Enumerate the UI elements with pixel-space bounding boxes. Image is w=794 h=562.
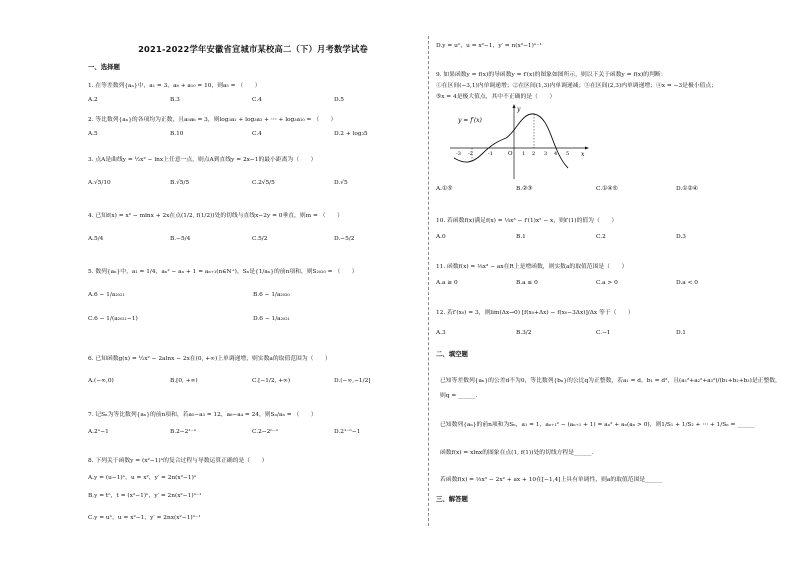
tick-neg3: -3 [456, 151, 461, 157]
question-6-options [88, 378, 416, 384]
x-axis-label: x [581, 151, 585, 158]
tick-3: 3 [544, 151, 548, 157]
option-c[interactable]: C.y = uⁿ，u = x²−1，y′ = 2nx(x²−1)ⁿ⁻¹ [88, 515, 201, 521]
option-b[interactable]: B.−5/4 [170, 236, 191, 242]
option-a[interactable]: A.3 [436, 330, 446, 336]
question-3: 3. 点A是曲线y = ½x² − lnx上任意一点，则点A到直线y = 2x−1的最小距离为（ ） [88, 157, 317, 163]
option-c[interactable]: C.①④⑤ [596, 186, 618, 192]
exam-title: 2021-2022学年安徽省宣城市某校高二（下）月考数学试卷 [138, 44, 368, 54]
option-b[interactable]: B.②③ [516, 186, 533, 192]
question-1: 1. 在等差数列{aₙ}中，a₁ = 3，a₈ + a₁₀ = 10，则a₅ = （ ） [88, 83, 261, 89]
question-4-options [88, 236, 416, 242]
option-a[interactable]: A.(−∞,0) [88, 378, 114, 384]
option-d[interactable]: D.√5 [334, 180, 348, 186]
question-11-options [436, 280, 756, 286]
option-c[interactable]: C.5/2 [252, 236, 268, 242]
derivative-graph [450, 104, 590, 180]
option-a[interactable]: A.a ≥ 0 [436, 280, 458, 286]
option-d[interactable]: D.2 + log₃5 [334, 131, 368, 137]
tick-neg1: -1 [488, 151, 493, 157]
option-b[interactable]: B.a ≤ 0 [516, 280, 538, 286]
option-c[interactable]: C.2 [596, 234, 606, 240]
question-10-options [436, 234, 756, 240]
option-d[interactable]: D.a < 0 [676, 280, 698, 286]
option-a[interactable]: A.2 [88, 97, 98, 103]
tick-5: 5 [566, 151, 570, 157]
option-c[interactable]: C.2−2ⁿ⁻¹ [252, 429, 279, 435]
question-5-options-row1 [88, 292, 418, 298]
option-a[interactable]: A.①⑤ [436, 186, 453, 192]
question-3-options [88, 180, 416, 186]
option-a[interactable]: A.0 [436, 234, 446, 240]
x-axis-arrow [585, 147, 589, 150]
tick-4: 4 [554, 151, 558, 157]
option-c[interactable]: C.2√5/5 [252, 180, 275, 186]
option-a[interactable]: A.5 [88, 131, 98, 137]
section-fill: 二、填空题 [436, 350, 468, 358]
option-d[interactable]: D.1 [676, 330, 686, 336]
question-9-stem-1: 9. 如果函数y = f(x)的导函数y = f′(x)的图象如图所示，则以下关于函数y = f(x)的判断： [436, 72, 667, 78]
option-a[interactable]: A.2ⁿ−1 [88, 429, 109, 435]
option-d[interactable]: D.y = uⁿ，u = x²−1，y′ = n(x²−1)ⁿ⁻¹ [436, 43, 542, 49]
question-1-options [88, 97, 416, 103]
tick-1: 1 [522, 151, 526, 157]
option-b[interactable]: B.y = tⁿ，t = (x²−1)ⁿ，y′ = 2n(x²−1)ⁿ⁻¹ [88, 493, 202, 499]
question-2: 2. 等比数列{aₙ}的各项均为正数，且a₅a₆ = 3，则log₃a₁ + log₃a₂ + ⋯ + log₃a₁₀ = （ ） [88, 117, 337, 123]
question-14: 已知数列{aₙ}的前n项和为Sₙ，a₁ = 1，aₙ₊₁² − (aₙ₊₁ + 1) = aₙ² + aₙ(aₙ > 0)，则1/S₁ + 1/S₂ + ⋯ + 1/Sₙ = ______ [440, 422, 755, 428]
option-b[interactable]: B.6 − 1/a₂₀₂₀ [253, 292, 290, 298]
option-b[interactable]: B.2−2¹⁻ⁿ [170, 429, 197, 435]
y-axis-arrow [513, 104, 516, 108]
option-a[interactable]: A.5/4 [88, 236, 104, 242]
question-10: 10. 若函数f(x)满足f(x) = ⅓x³ − f′(1)x² − x，则f′(1)的值为（ ） [436, 218, 618, 224]
question-16: 若函数f(x) = ⅓x³ − 2x² + ax + 10在[−1,4]上具有单调性，则a的取值范围是______ [440, 477, 663, 483]
question-12-options [436, 330, 756, 336]
option-a[interactable]: A.√5/10 [88, 180, 111, 186]
question-7-options [88, 429, 416, 435]
question-2-options [88, 131, 416, 137]
option-b[interactable]: B.[0, +∞) [170, 378, 198, 384]
y-axis-label: y [517, 106, 521, 113]
option-c[interactable]: C.6 − 1/(a₂₀₂₁−1) [88, 316, 138, 322]
option-d[interactable]: D.6 − 1/a₂₀₂₁ [253, 316, 290, 322]
option-b[interactable]: B.10 [170, 131, 184, 137]
question-4: 4. 已知f(x) = x² − mlnx + 2x在点(1/2, f(1/2))处的切线与直线x−2y = 0垂直，则m = （ ） [88, 213, 343, 219]
question-8: 8. 下列关于函数y = (x²−1)ⁿ的复合过程与导数运算正确的是（ ） [88, 458, 268, 464]
option-d[interactable]: D.−5/2 [334, 236, 355, 242]
question-9-stem-2: ①在区间(−3,1)内单调递增；②在区间(1,3)内单调递减；③在区间(2,3)内单调递增；④x = −3是极小值点； [436, 83, 717, 89]
column-divider [428, 36, 429, 526]
option-c[interactable]: C.−1 [596, 330, 611, 336]
option-b[interactable]: B.3/2 [516, 330, 532, 336]
option-b[interactable]: B.1 [516, 234, 526, 240]
question-13-line-2: 则q = ______． [440, 393, 482, 399]
tick-2: 2 [532, 151, 536, 157]
question-11: 11. 函数f(x) = ⅓x³ − ax在R上是增函数，则实数a的取值范围是（ ） [436, 264, 628, 270]
origin-label: O [508, 151, 513, 157]
option-b[interactable]: B.√5/5 [170, 180, 190, 186]
option-c[interactable]: C.a > 0 [596, 280, 618, 286]
option-d[interactable]: D.2¹⁻ⁿ−1 [334, 429, 361, 435]
question-5-options-row2 [88, 316, 418, 322]
option-c[interactable]: C.4 [252, 97, 262, 103]
question-15: 函数f(x) = xlnx的图象在点(1, f(1))处的切线方程是______． [440, 450, 598, 456]
option-d[interactable]: D.(−∞,−1/2] [334, 378, 371, 384]
question-9-stem-3: ⑤x = 4是极大值点，其中不正确的是（ ） [436, 94, 556, 100]
option-d[interactable]: D.①②④ [676, 186, 698, 192]
section-choice: 一、选择题 [88, 63, 120, 71]
question-5: 5. 数列{aₙ}中，a₁ = 1/4，aₙ² − aₙ + 1 = aₙ₊₁(n∈N⁺)，Sₙ是{1/aₙ}的前n项和，则S₂₀₂₀ = （ ） [88, 269, 358, 275]
question-13-line-1: 已知等差数列{aₙ}的公差d不为0，等比数列{bₙ}的公比q为正整数，若a₁ = d，b₁ = d²，且(a₁²+a₂²+a₃²)/(b₁+b₂+b₃)是正整数， [440, 378, 781, 384]
section-answer: 三、解答题 [436, 495, 468, 503]
question-12: 12. 若f′(x₀) = 3，则lim(Δx→0) [f(x₀+Δx) − f(x₀−3Δx)]/Δx 等于（ ） [436, 310, 634, 316]
option-d[interactable]: D.5 [334, 97, 344, 103]
graph-func-label: y = f′(x) [458, 117, 482, 124]
option-d[interactable]: D.3 [676, 234, 686, 240]
tick-neg2: -2 [468, 151, 473, 157]
option-a[interactable]: A.6 − 1/a₂₀₂₁ [88, 292, 125, 298]
question-6: 6. 已知函数g(x) = ½x² − 2alnx − 2x在(0, +∞)上单调递增，则实数a的取值范围为（ ） [88, 356, 331, 362]
option-c[interactable]: C.4 [252, 131, 262, 137]
option-c[interactable]: C.[−1/2, +∞) [252, 378, 291, 384]
question-9-options [436, 186, 756, 192]
question-7: 7. 记Sₙ为等比数列{aₙ}的前n项和，若a₅−a₃ = 12，a₆−a₄ = 24，则Sₙ/aₙ = （ ） [88, 412, 317, 418]
option-a[interactable]: A.y = (u−1)ⁿ，u = x²，y′ = 2n(x²−1)ⁿ [88, 475, 197, 481]
option-b[interactable]: B.3 [170, 97, 180, 103]
